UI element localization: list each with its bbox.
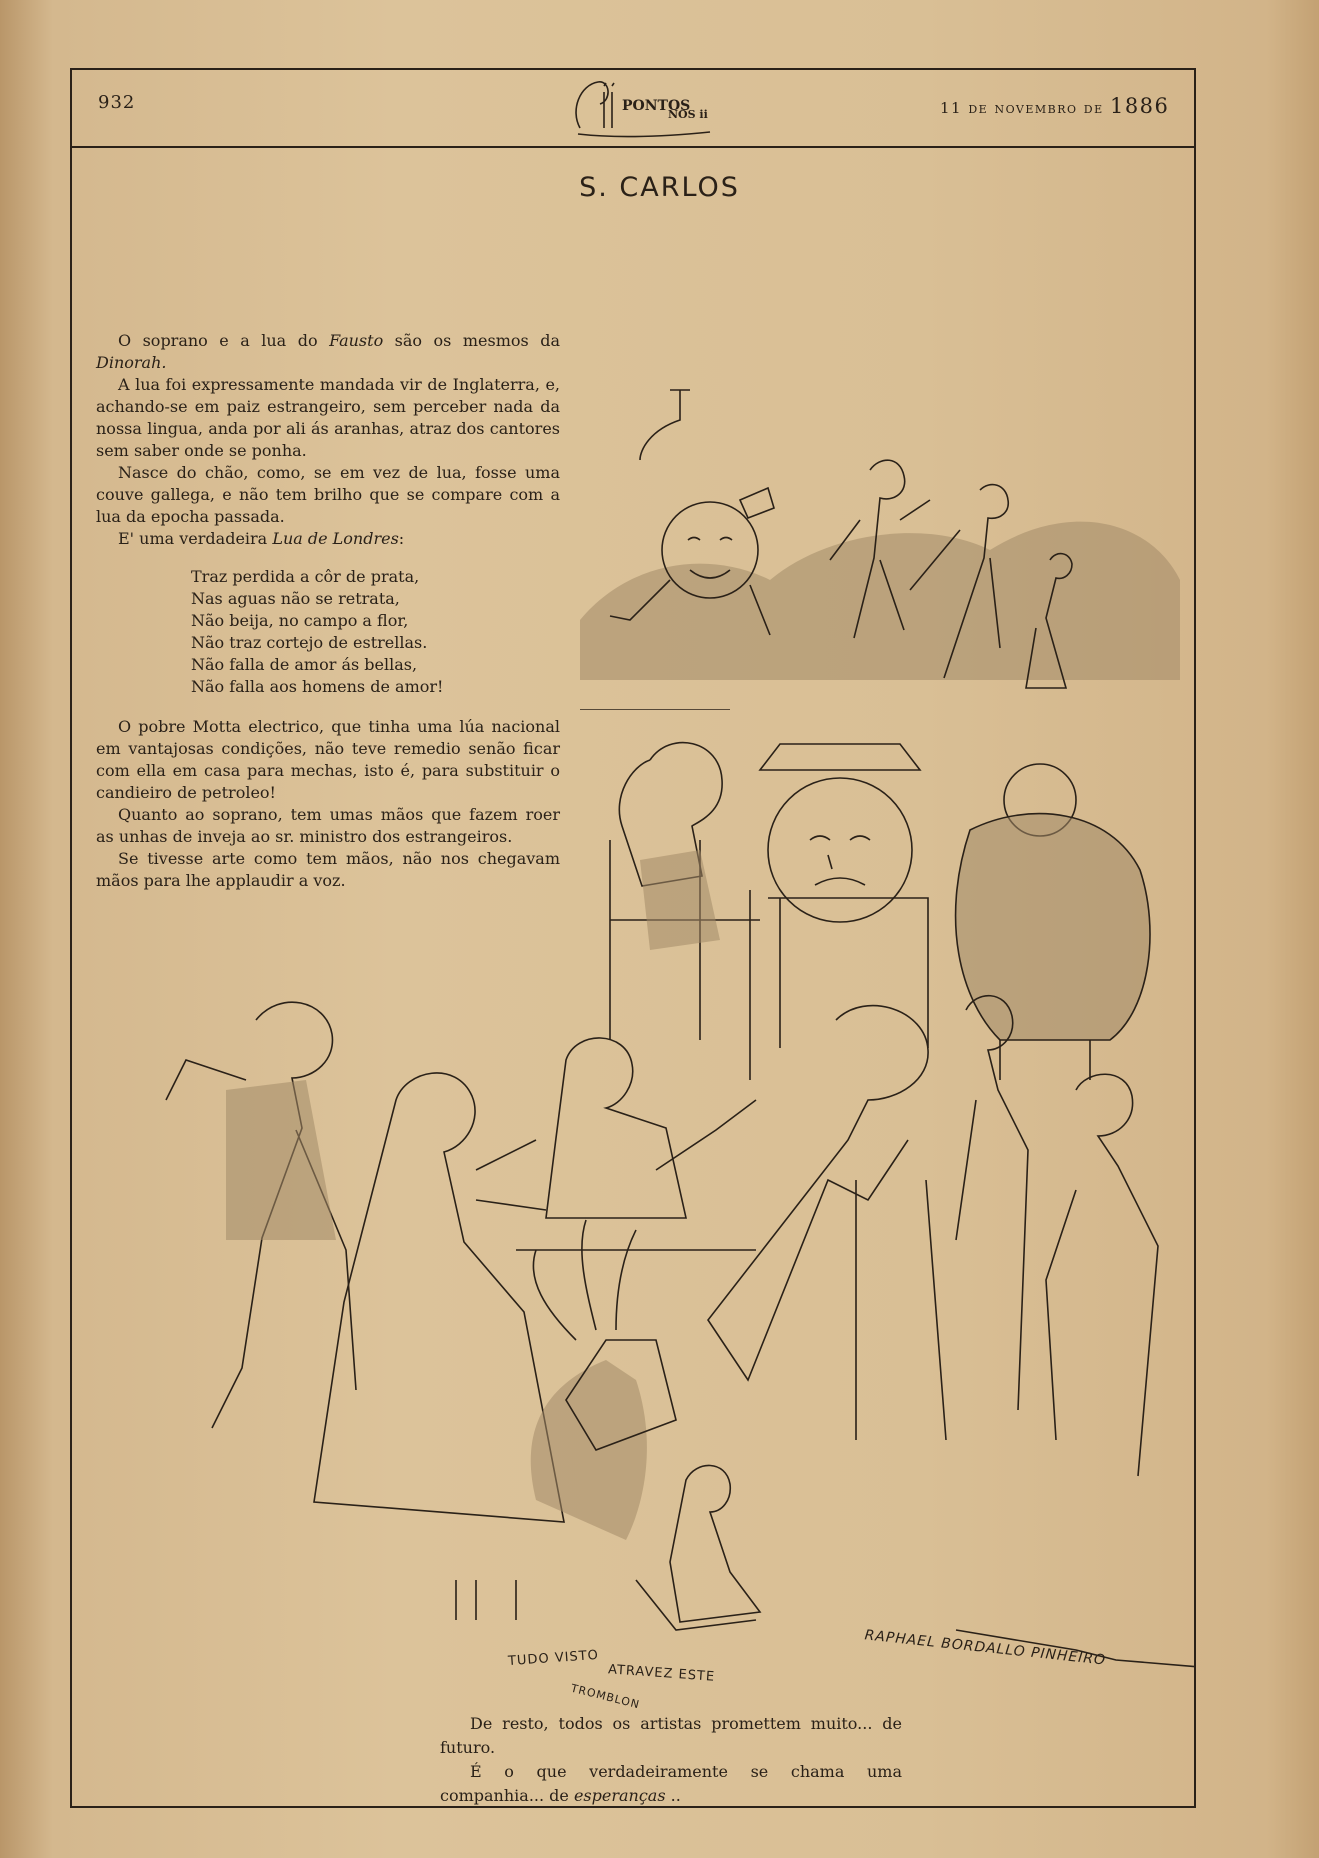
verse-line: Não traz cortejo de estrellas.: [191, 633, 428, 652]
caption-line-2: ATRAVEZ ESTE: [607, 1662, 716, 1685]
closing-paragraph-1: De resto, todos os artistas promettem muito... de futuro.: [440, 1714, 902, 1757]
closing-paragraph-2: [440, 1760, 902, 1808]
artist-signature: RAPHAEL BORDALLO PINHEIRO: [863, 1627, 1107, 1669]
paragraph-4: [96, 528, 560, 550]
verse-line: Traz perdida a côr de prata,: [191, 567, 420, 586]
section-title: S. CARLOS: [579, 172, 740, 203]
paragraph-7: Se tivesse arte como tem mãos, não nos chegavam mãos para lhe applaudir a voz.: [96, 849, 560, 890]
issue-year: 1886: [1109, 94, 1170, 118]
paragraph-5: O pobre Motta electrico, que tinha uma lúa nacional em vantajosas condições, não teve remedio senão ficar com ella em casa para mechas, isto é, para substituir o candieiro de petroleo!: [96, 717, 560, 802]
svg-text:PONTOS: PONTOS: [622, 98, 691, 114]
paragraph-6: Quanto ao soprano, tem umas mãos que fazem roer as unhas de inveja ao sr. ministro dos estrangeiros.: [96, 805, 560, 846]
closing-text: [440, 1712, 902, 1808]
illustration-opera-cast: [96, 980, 1196, 1680]
para4-text-b: :: [398, 529, 405, 548]
verse-line: Nas aguas não se retrata,: [191, 589, 400, 608]
article-column: [96, 330, 560, 892]
para4-emphasis: Lua de Londres: [272, 529, 399, 548]
para1-text-b: são os mesmos da: [383, 331, 561, 350]
paragraph-3: Nasce do chão, como, se em vez de lua, fosse uma couve gallega, e não tem brilho que se compare com a lua da epocha passada.: [96, 463, 560, 526]
para1-emphasis-2: Dinorah.: [96, 353, 167, 372]
caption-line-3: TROMBLON: [569, 1681, 642, 1712]
svg-text:NOS ii: NOS ii: [668, 108, 708, 121]
verse-line: Não falla de amor ás bellas,: [191, 655, 418, 674]
page-number: 932: [98, 92, 136, 113]
verse-line: Não beija, no campo a flor,: [191, 611, 409, 630]
para1-emphasis-1: Fausto: [329, 331, 384, 350]
closing-emphasis: esperanças: [573, 1786, 666, 1805]
paragraph-2: A lua foi expressamente mandada vir de Inglaterra, e, achando-se em paiz estrangeiro, sem perceber nada da nossa lingua, anda por ali ás aranhas, atraz dos cantores sem saber onde se ponha.: [96, 375, 560, 460]
masthead-logo: [560, 70, 720, 140]
caption-line-1: TUDO VISTO: [507, 1647, 600, 1670]
para4-text-a: E' uma verdadeira: [118, 529, 273, 548]
illustration-moon-stage: [570, 380, 1190, 710]
issue-date: [940, 94, 1169, 118]
closing-text-b: ..: [665, 1786, 681, 1805]
para1-text-a: O soprano e a lua do: [118, 331, 330, 350]
header-rule: [70, 146, 1196, 148]
verse-block: [191, 566, 560, 698]
verse-line: Não falla aos homens de amor!: [191, 677, 444, 696]
issue-date-text: 11 de novembro de: [940, 99, 1104, 117]
paragraph-1: [96, 330, 560, 374]
closing-text-a: É o que verdadeiramente se chama uma companhia... de: [440, 1762, 902, 1805]
